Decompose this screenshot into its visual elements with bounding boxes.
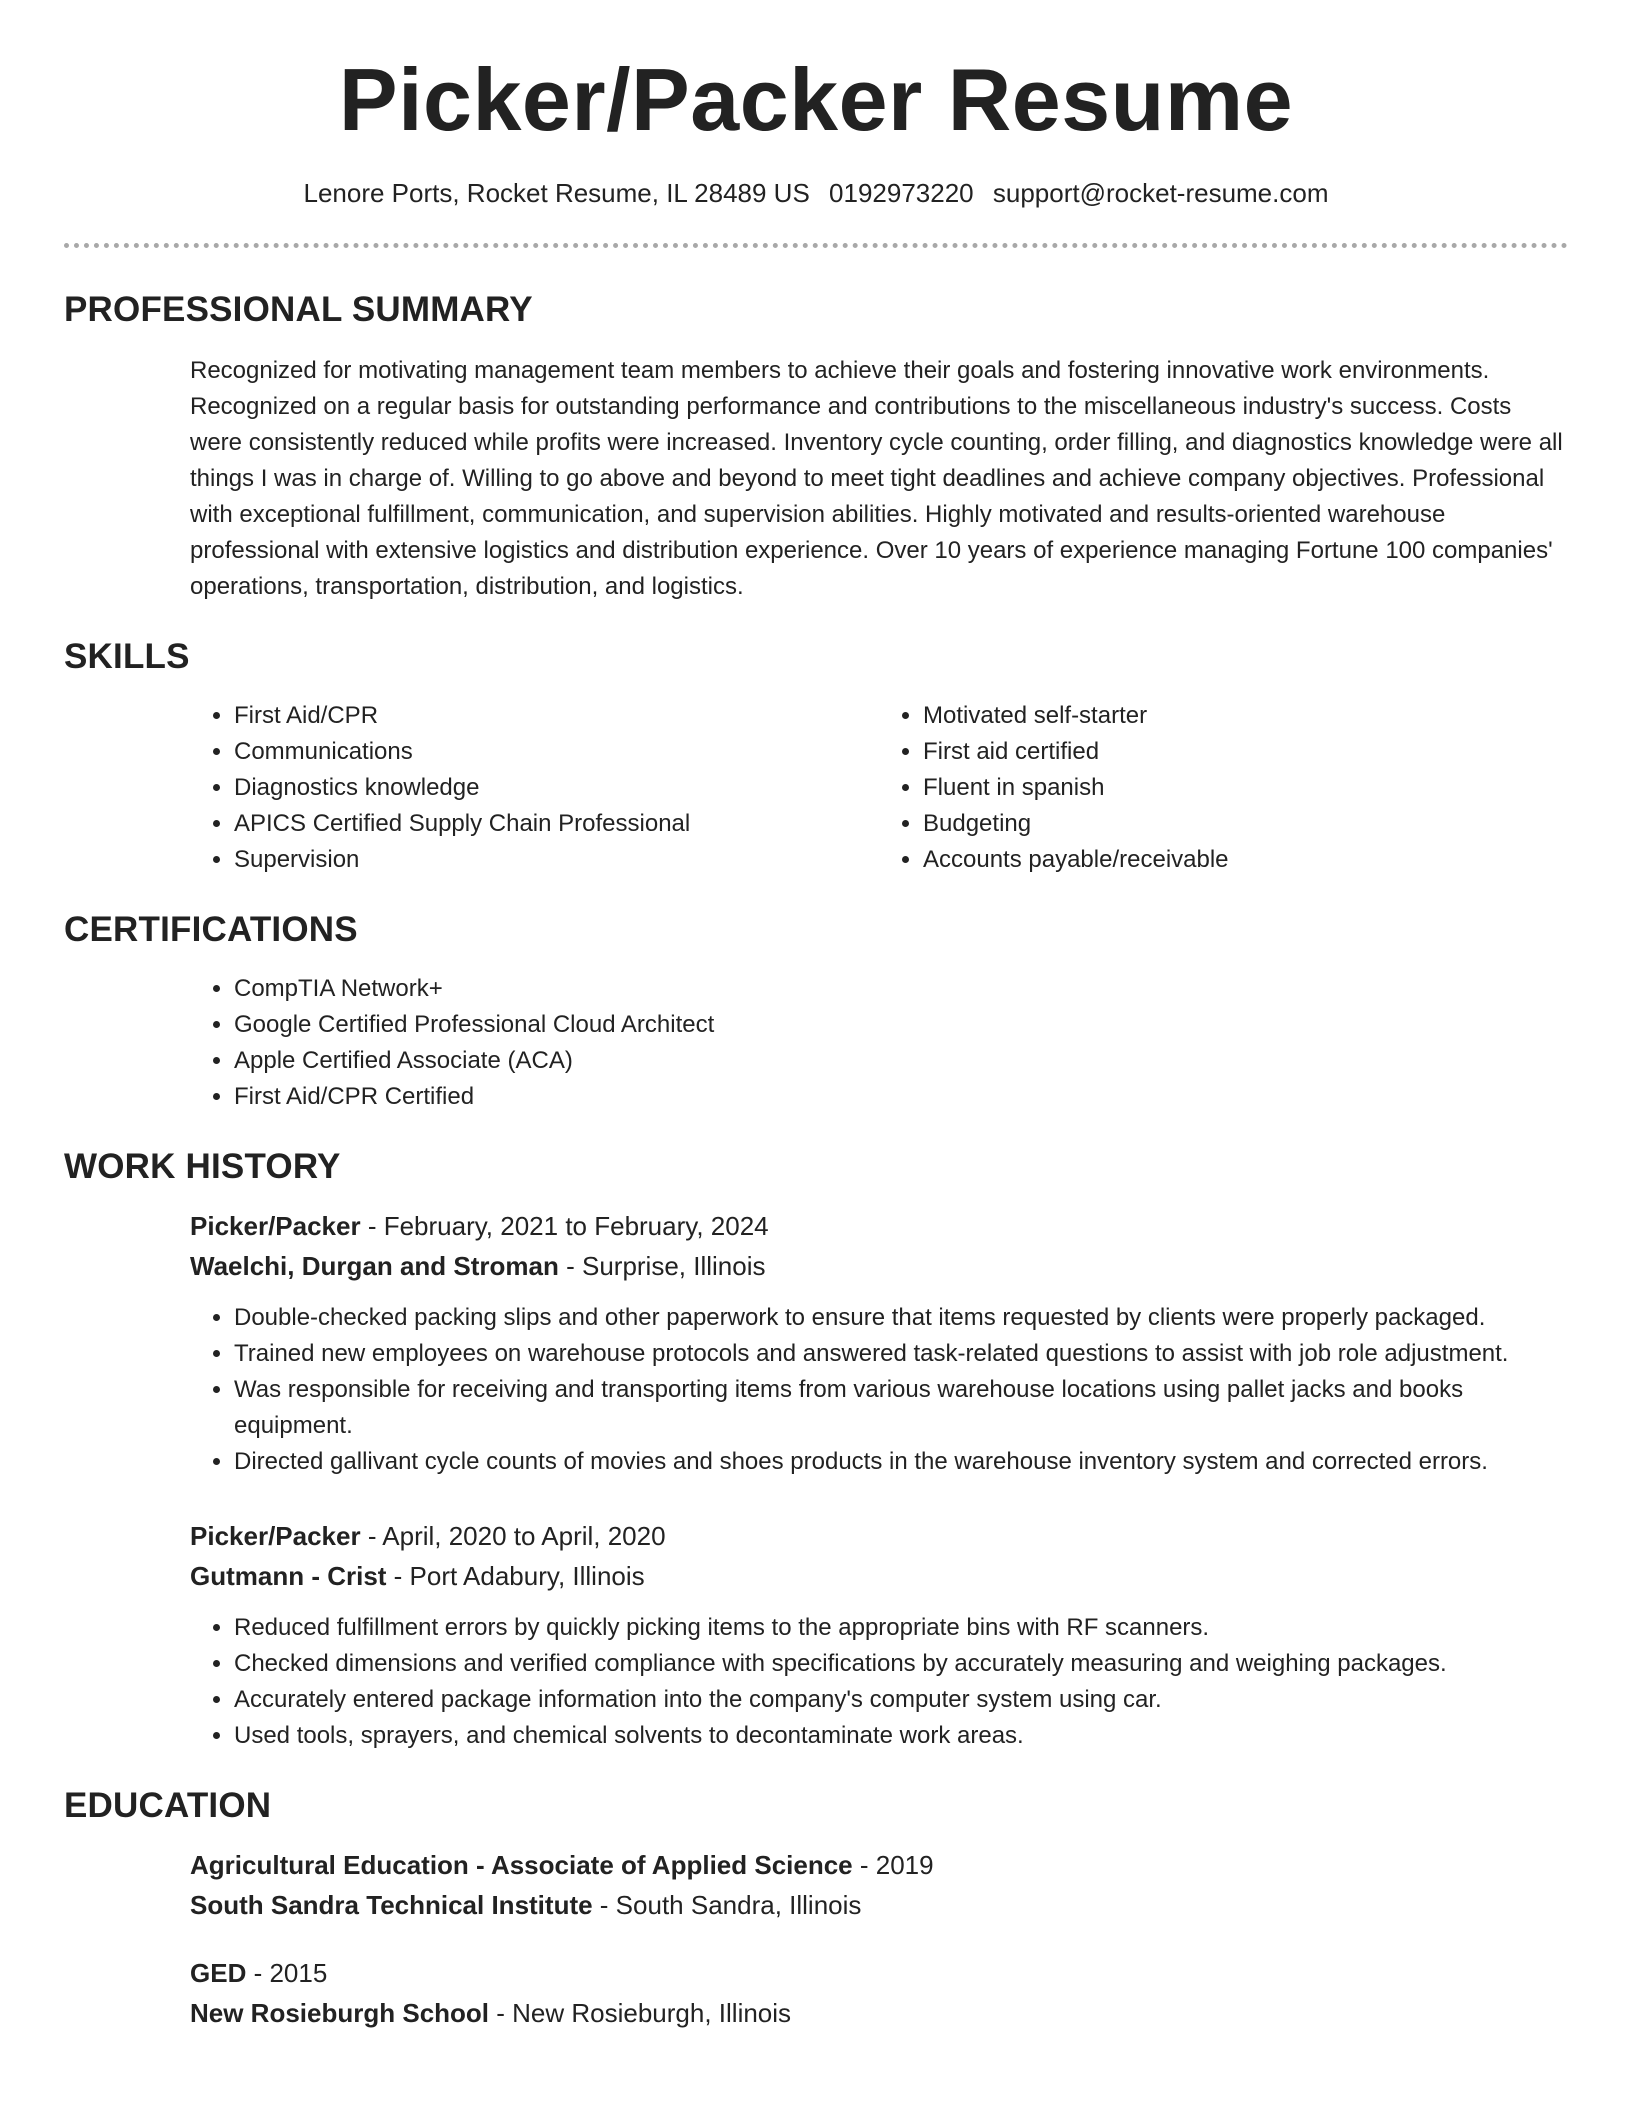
job-location: - Port Adabury, Illinois — [386, 1561, 645, 1592]
work-history-section — [64, 1149, 1568, 1754]
resume-title: Picker/Packer Resume — [338, 50, 1294, 149]
skills-list-left — [190, 698, 879, 878]
job-duty: • Was responsible for receiving and transporting items from various warehouse locations using pallet jacks and books equipment. — [234, 1372, 1568, 1444]
job-duties — [190, 1300, 1568, 1480]
education-location: - South Sandra, Illinois — [592, 1890, 862, 1921]
skill-item: • Motivated self-starter — [923, 698, 1568, 734]
skill-item: • First aid certified — [923, 734, 1568, 770]
certifications-heading: CERTIFICATIONS — [64, 910, 358, 950]
job-duties — [190, 1610, 1568, 1754]
skills-heading: SKILLS — [64, 637, 190, 677]
education-degree: GED — [190, 1958, 247, 1989]
job-duty: • Double-checked packing slips and other paperwork to ensure that items requested by clients were properly packaged. — [234, 1300, 1568, 1336]
job-duty: • Used tools, sprayers, and chemical solvents to decontaminate work areas. — [234, 1718, 1568, 1754]
certification-item: • Google Certified Professional Cloud Architect — [234, 1007, 1568, 1043]
job-duty: • Directed gallivant cycle counts of movies and shoes products in the warehouse inventory system and corrected errors. — [234, 1444, 1568, 1480]
job-duty: • Reduced fulfillment errors by quickly picking items to the appropriate bins with RF scanners. — [234, 1610, 1568, 1646]
education-entry — [190, 1845, 1568, 1925]
skills-list-right — [879, 698, 1568, 878]
job-company: Gutmann - Crist — [190, 1561, 387, 1592]
job-role: Picker/Packer — [190, 1521, 361, 1552]
work-history-heading: WORK HISTORY — [64, 1147, 341, 1187]
contact-address: Lenore Ports, Rocket Resume, IL 28489 US — [303, 178, 810, 208]
contact-email[interactable]: support@rocket-resume.com — [992, 178, 1329, 208]
job-dates: - April, 2020 to April, 2020 — [360, 1521, 666, 1552]
certification-item: • First Aid/CPR Certified — [234, 1079, 1568, 1115]
job-duty: • Checked dimensions and verified compliance with specifications by accurately measuring and weighing packages. — [234, 1646, 1568, 1682]
job-dates: - February, 2021 to February, 2024 — [360, 1211, 769, 1242]
education-entry — [190, 1953, 1568, 2033]
job-company: Waelchi, Durgan and Stroman — [190, 1251, 559, 1282]
certifications-section — [64, 912, 1568, 1115]
job-entry — [190, 1516, 1568, 1754]
summary-section — [64, 292, 1568, 605]
education-year: - 2015 — [246, 1958, 328, 1989]
certification-item: • Apple Certified Associate (ACA) — [234, 1043, 1568, 1079]
education-school: New Rosieburgh School — [190, 1998, 490, 2029]
education-school-line — [190, 1885, 1568, 1925]
education-section — [64, 1788, 1568, 2033]
skill-item: • Budgeting — [923, 806, 1568, 842]
certification-item: • CompTIA Network+ — [234, 971, 1568, 1007]
education-location: - New Rosieburgh, Illinois — [489, 1998, 792, 2029]
job-entry — [190, 1206, 1568, 1480]
skill-item: • Accounts payable/receivable — [923, 842, 1568, 878]
education-school: South Sandra Technical Institute — [190, 1890, 593, 1921]
skill-item: • APICS Certified Supply Chain Professional — [234, 806, 879, 842]
skill-item: • First Aid/CPR — [234, 698, 879, 734]
skills-section — [64, 639, 1568, 878]
summary-text: Recognized for motivating management team members to achieve their goals and fostering innovative work environments. Recognized on a regular basis for outstanding performance and contributions to the miscellaneous industry's success. Costs were consistently reduced while profits were increased. Inventory cycle counting, order filling, and diagnostics knowledge were all things I was in charge of. Willing to go above and beyond to meet tight deadlines and achieve company objectives. Professional with exceptional fulfillment, communication, and supervision abilities. Highly motivated and results-oriented warehouse professional with extensive logistics and distribution experience. Over 10 years of experience managing Fortune 100 companies' operations, transportation, distribution, and logistics. — [190, 357, 1563, 601]
certifications-list — [190, 971, 1568, 1115]
skill-item: • Diagnostics knowledge — [234, 770, 879, 806]
skill-item: • Communications — [234, 734, 879, 770]
contact-line — [64, 178, 1568, 209]
education-year: - 2019 — [852, 1850, 934, 1881]
job-company-line — [190, 1556, 1568, 1596]
contact-phone: 0192973220 — [829, 178, 974, 208]
education-degree-line — [190, 1953, 1568, 1993]
header-divider — [64, 243, 1568, 248]
job-duty: • Trained new employees on warehouse protocols and answered task-related questions to assist with job role adjustment. — [234, 1336, 1568, 1372]
education-degree-line — [190, 1845, 1568, 1885]
job-duty: • Accurately entered package information into the company's computer system using car. — [234, 1682, 1568, 1718]
job-company-line — [190, 1246, 1568, 1286]
job-title-line — [190, 1516, 1568, 1556]
education-heading: EDUCATION — [64, 1786, 272, 1826]
job-title-line — [190, 1206, 1568, 1246]
education-school-line — [190, 1993, 1568, 2033]
job-location: - Surprise, Illinois — [558, 1251, 766, 1282]
education-degree: Agricultural Education - Associate of Applied Science — [190, 1850, 853, 1881]
job-role: Picker/Packer — [190, 1211, 361, 1242]
resume-header — [64, 0, 1568, 248]
summary-heading: PROFESSIONAL SUMMARY — [64, 290, 533, 330]
skill-item: • Fluent in spanish — [923, 770, 1568, 806]
skill-item: • Supervision — [234, 842, 879, 878]
